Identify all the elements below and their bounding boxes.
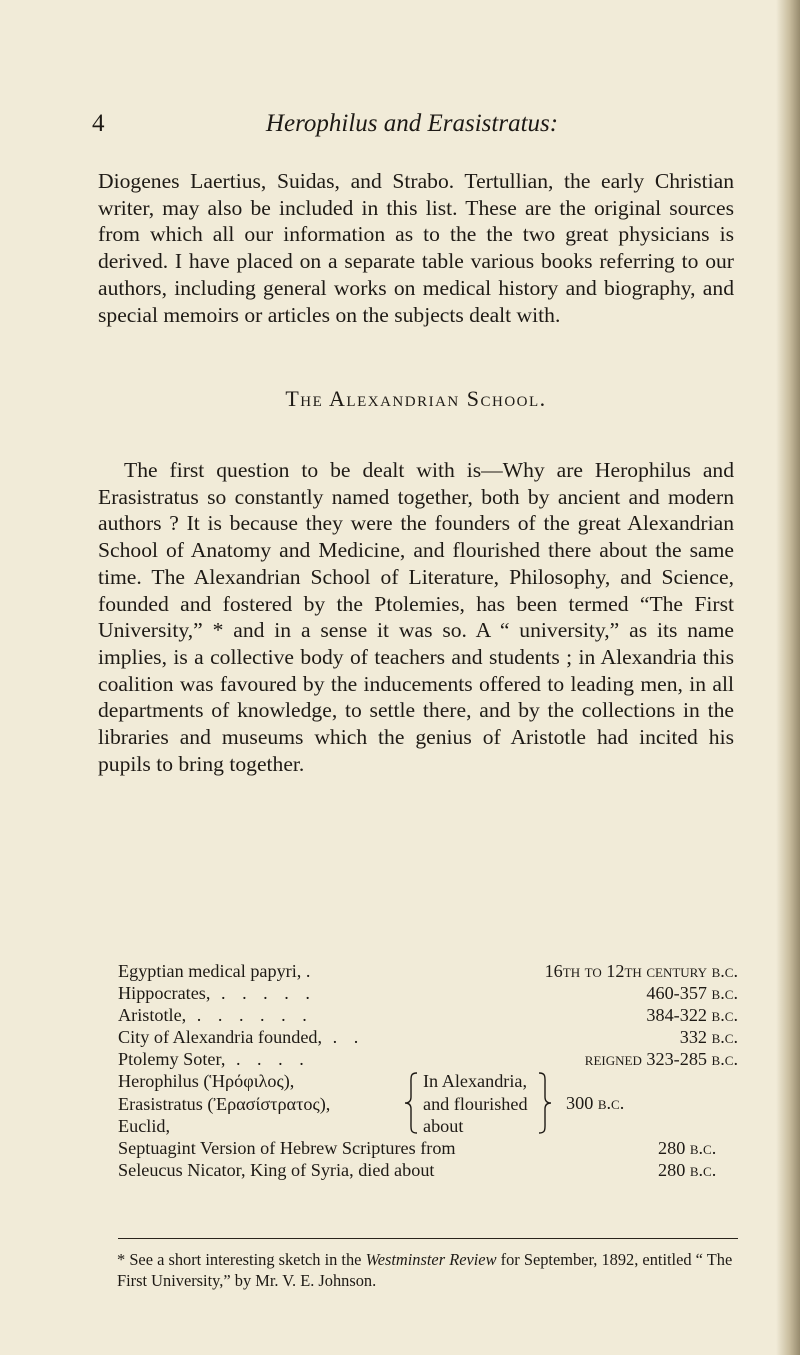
group-note: In Alexandria, and flourished about <box>423 1071 528 1136</box>
chronology-entry: Herophilus (Ἡρόφιλος), <box>118 1071 295 1092</box>
footnote-marker: * <box>117 1250 126 1269</box>
chronology-date: reigned 323-285 b.c. <box>584 1049 738 1070</box>
page-header <box>92 110 732 144</box>
journal-title: Westminster Review <box>365 1250 497 1269</box>
chronology-entry: Euclid, <box>118 1115 171 1136</box>
chronology-entry: Aristotle, . . . . . . <box>118 1005 313 1026</box>
chronology-entry: Septuagint Version of Hebrew Scriptures from <box>118 1137 456 1158</box>
chronology-date: 332 b.c. <box>679 1027 738 1048</box>
left-brace <box>403 1071 419 1135</box>
chronology-date: 280 b.c. <box>658 1137 717 1158</box>
chronology-table <box>118 960 738 1181</box>
chronology-entry: Seleucus Nicator, King of Syria, died about <box>118 1159 435 1180</box>
chronology-entry: Egyptian medical papyri, . <box>118 961 311 981</box>
chronology-group <box>118 1070 738 1136</box>
paragraph-alexandrian-school: The first question to be dealt with is—Why are Herophilus and Erasistratus so constantly named together, both by ancient and modern authors ? It is because they were the founders of the great Alexandrian School of Anatomy and Medicine, and flourished there about the same time. The Alexandrian School of Literature, Philosophy, and Science, founded and fostered by the Ptolemies, has been termed “The First University,” * and in a sense it was so. A “ university,” as its name implies, is a collective body of teachers and students ; in Alexandria this coalition was favoured by the inducements offered to leading men, in all departments of knowledge, to settle there, and by the collections in the libraries and museums which the genius of Aristotle had incited his pupils to bring together. <box>98 458 734 776</box>
chronology-date: 280 b.c. <box>658 1159 717 1180</box>
chronology-date: 384-322 b.c. <box>646 1005 738 1026</box>
chronology-row <box>118 982 738 1004</box>
running-title: Herophilus and Erasistratus: <box>265 110 559 137</box>
footnote: * See a short interesting sketch in the Westminster Review for September, 1892, entitled “ The First University,” by Mr. V. E. Johnson. <box>117 1250 733 1290</box>
section-heading: The Alexandrian School. <box>285 386 547 411</box>
chronology-row <box>118 1137 738 1159</box>
chronology-entry: Hippocrates, . . . . . <box>118 983 316 1004</box>
chronology-entry: Ptolemy Soter, . . . . <box>118 1049 310 1070</box>
page-number: 4 <box>92 110 105 137</box>
paragraph-intro: Diogenes Laertius, Suidas, and Strabo. Tertullian, the early Christian writer, may also be included in this list. These are the original sources from which all our information as to the the two great physicians is derived. I have placed on a separate table various books referring to our authors, including general works on medical history and biography, and special memoirs or articles on the subjects dealt with. <box>98 169 734 327</box>
chronology-entry: City of Alexandria founded, . . <box>118 1027 365 1048</box>
right-brace <box>537 1071 553 1135</box>
chronology-date: 460-357 b.c. <box>646 983 738 1004</box>
chronology-date: 16th to 12th century b.c. <box>544 961 738 981</box>
footnote-rule <box>118 1238 738 1239</box>
chronology-date: 300 b.c. <box>566 1093 625 1114</box>
chronology-row <box>118 960 738 982</box>
page-edge-shadow <box>776 0 800 1355</box>
chronology-row <box>118 1004 738 1026</box>
chronology-row <box>118 1159 738 1181</box>
chronology-entry: Erasistratus (Ἐρασίστρατος), <box>118 1093 331 1114</box>
chronology-row <box>118 1026 738 1048</box>
chronology-row <box>118 1048 738 1070</box>
